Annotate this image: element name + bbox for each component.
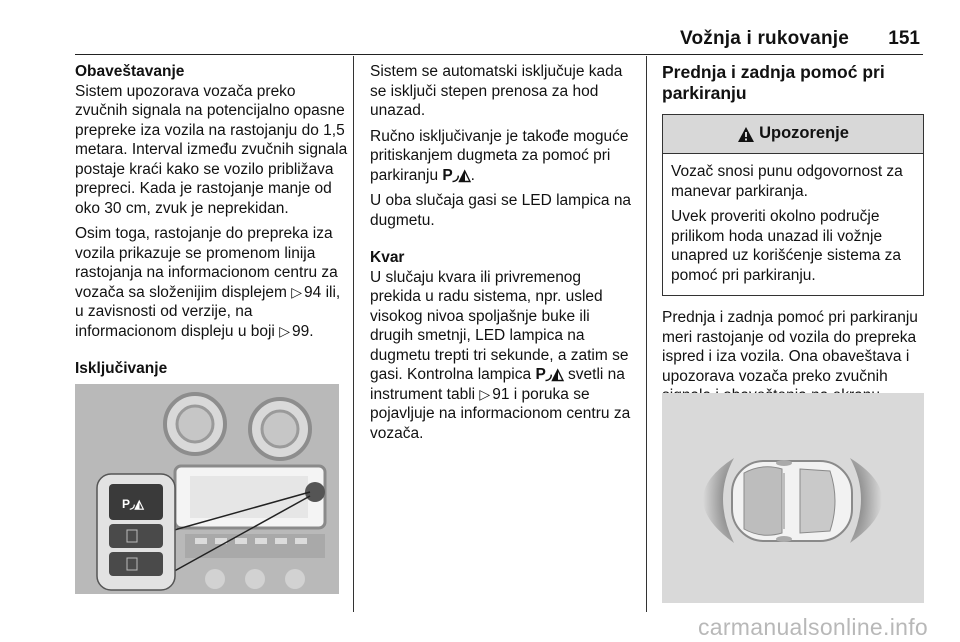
paragraph: U slučaju kvara ili privremenog prekida u radu sistema, npr. usled visokog nivoa spoljašnje buke ili drugih smetnji, LED lampica na dugmetu trepti tri sekunde, a zatim se gasi. Kontrolna lampica P◞◭ svetli na instrument tabli ▷ 91 i poruka se pojavljuje na informacionom centru za vozača. xyxy=(370,268,631,442)
paragraph: Osim toga, rastojanje do prepreka iza vozila prikazuje se promenom linija rastojanja na informacionom centru za vozača sa složenijim displejem ▷ 94 ili, u zavisnosti od verzije, na informacionom displeju u boji ▷ 99. xyxy=(75,225,341,340)
parking-assist-symbol-icon: P◞◭ xyxy=(535,366,564,383)
paragraph: Sistem se automatski isključuje kada se isključi stepen prenosa za hod unazad. xyxy=(370,63,623,119)
page-number: 151 xyxy=(888,28,920,49)
paragraph: U oba slučaja gasi se LED lampica na dugmetu. xyxy=(370,192,632,229)
warning-header xyxy=(663,115,923,154)
warning-box xyxy=(662,114,924,296)
paragraph: Ručno isključivanje je takođe moguće pritiskanjem dugmeta za pomoć pri parkiranju P◞◭. xyxy=(370,127,629,184)
reference-arrow-icon: ▷ xyxy=(291,283,303,300)
page-reference-link[interactable]: 91 xyxy=(492,385,510,403)
parking-assist-symbol-icon: P◞◭ xyxy=(442,166,471,184)
warning-body xyxy=(663,154,923,295)
header-divider xyxy=(75,54,923,55)
paragraph: Uvek proveriti okolno područje prilikom hoda unazad ili vožnje unapred uz korišćenje sistema za pomoć pri parkiranju. xyxy=(671,208,902,284)
reference-arrow-icon: ▷ xyxy=(279,322,290,339)
section-heading-notification: Obaveštavanje xyxy=(75,63,185,80)
column-divider-1 xyxy=(353,56,354,612)
reference-arrow-icon: ▷ xyxy=(479,385,491,402)
column-3 xyxy=(662,62,924,412)
section-heading-fault: Kvar xyxy=(370,249,405,266)
page-reference-link[interactable]: 94 xyxy=(304,283,322,301)
section-heading-off: Isključivanje xyxy=(75,360,168,377)
column-divider-2 xyxy=(646,56,647,612)
chapter-title: Vožnja i rukovanje xyxy=(679,28,849,49)
watermark: carmanualsonline.info xyxy=(697,614,928,640)
column-2 xyxy=(370,62,632,449)
paragraph: Sistem upozorava vozača preko zvučnih signala na potencijalno opasne prepreke iza vozila na rastojanju do 1,5 metara. Interval između zvučnih signala postaje kraći kako se vozilo približava prepreci. Kada je rastojanje manje od oko 30 cm, zvuk je neprekidan. xyxy=(75,82,348,217)
paragraph: Vozač snosi punu odgovornost za manevar parkiranja. xyxy=(671,163,903,200)
warning-triangle-icon xyxy=(737,126,755,143)
column-1 xyxy=(75,62,350,379)
section-heading-parking-assist: Prednja i zadnja pomoć pri parkiranju xyxy=(662,62,885,103)
page-reference-link[interactable]: 99 xyxy=(291,322,310,340)
car-sensor-zones-illustration xyxy=(662,393,924,603)
parking-assist-button-label: P◞◭ xyxy=(122,497,144,511)
dashboard-parking-button-illustration xyxy=(75,384,339,594)
paragraph: Prednja i zadnja pomoć pri parkiranju meri rastojanje od vozila do prepreka ispred i iza vozila. Ona obaveštava i upozorava vozača preko zvučnih xyxy=(662,309,918,385)
warning-title: Upozorenje xyxy=(759,124,849,143)
